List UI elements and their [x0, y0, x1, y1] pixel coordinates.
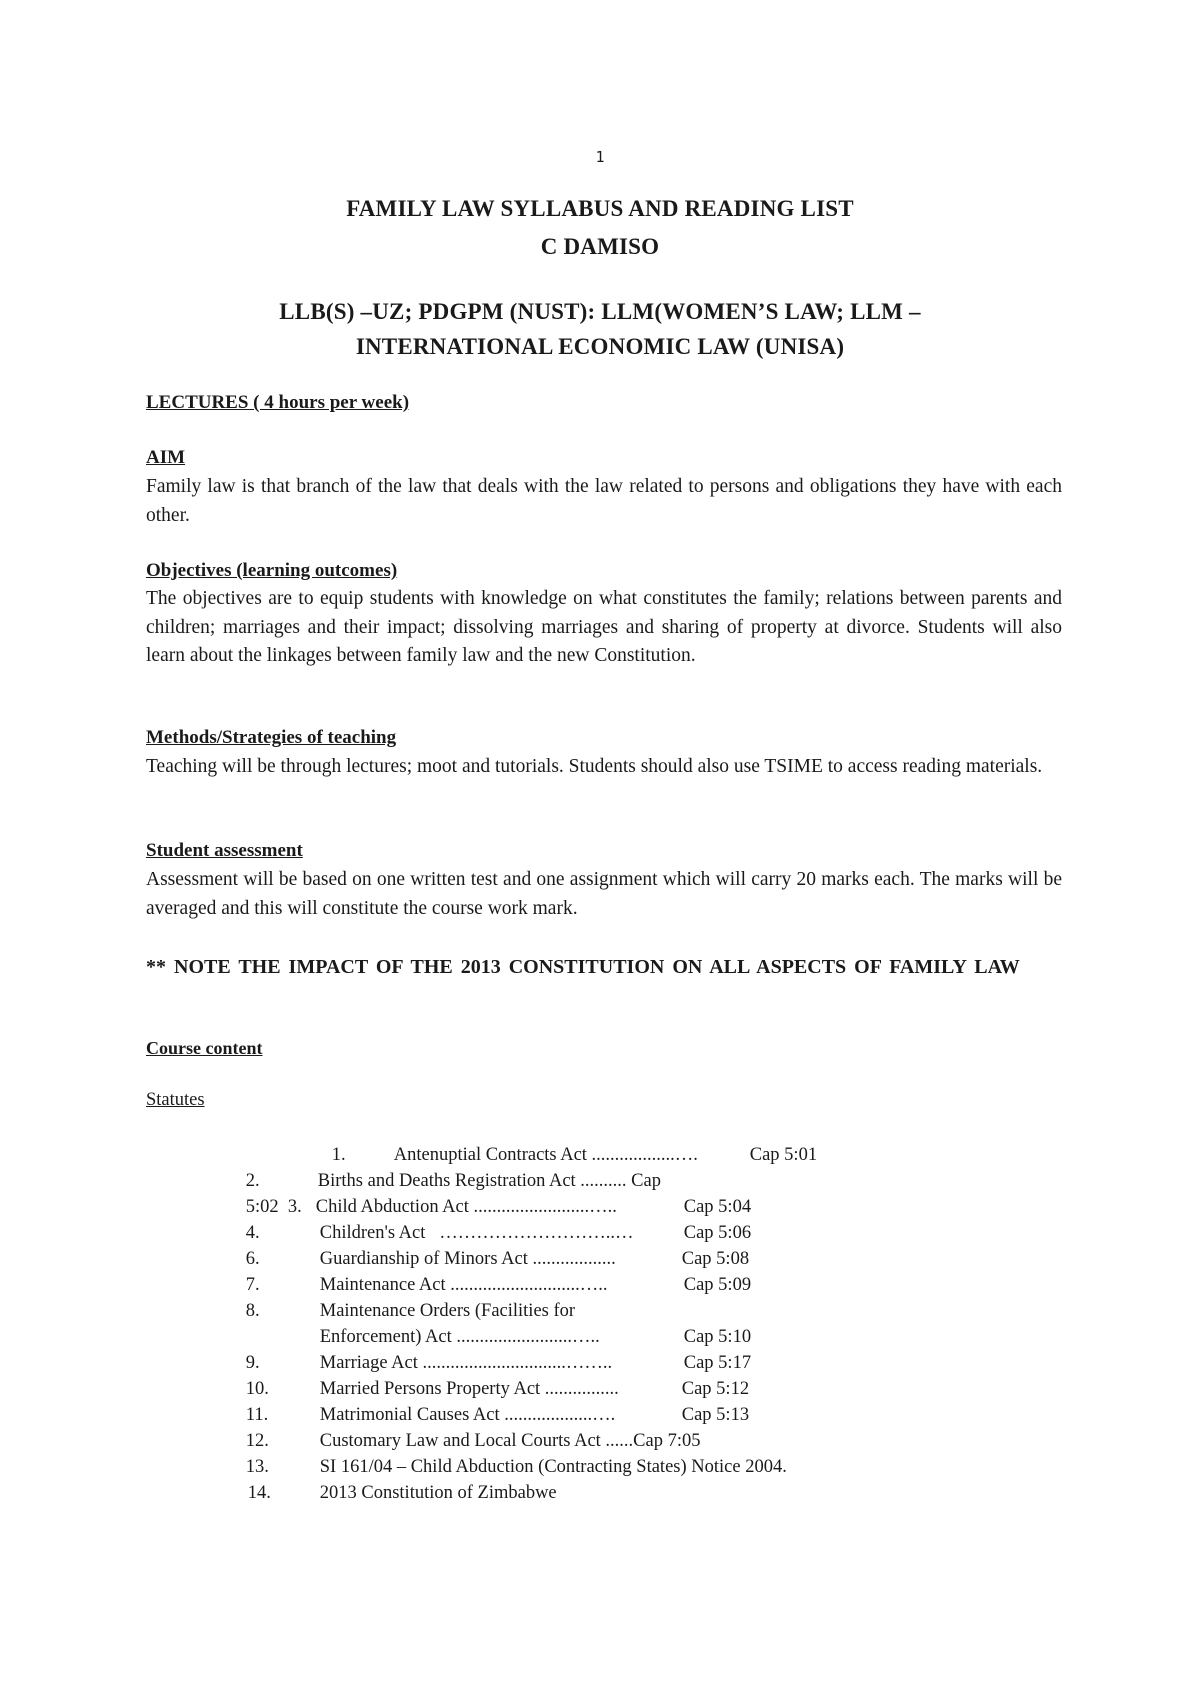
statute-name: Guardianship of Minors Act .................. — [319, 1249, 616, 1269]
statute-name: Child Abduction Act .........................….. — [315, 1197, 617, 1217]
statute-cap: Cap 5:01 — [749, 1145, 818, 1165]
statute-name: Children's Act ………………………..… — [319, 1223, 634, 1243]
aim-heading: AIM — [146, 447, 186, 468]
statute-cap: Cap 5:10 — [683, 1327, 752, 1347]
statute-cap: Cap 5:17 — [683, 1353, 752, 1373]
statute-number: 7. — [245, 1275, 260, 1295]
aim-text: Family law is that branch of the law that deals with the law related to persons and obligations they have with each other. — [146, 476, 1062, 526]
statute-cap: Cap 5:12 — [681, 1379, 750, 1399]
statute-name: Maintenance Act ............................….. — [319, 1275, 608, 1295]
statute-cap: Cap 5:09 — [683, 1275, 752, 1295]
statute-number: 5:02 3. — [245, 1197, 302, 1217]
statute-cap: Cap 5:08 — [681, 1249, 750, 1269]
objectives-text: The objectives are to equip students with knowledge on what constitutes the family; relations between parents and children; marriages and their impact; dissolving marriages and sharing of property at divorce. Students will also learn about the linkages between family law and the new Constitution. — [146, 588, 1062, 666]
statute-number: 13. — [245, 1457, 269, 1477]
statute-number: 12. — [245, 1431, 269, 1451]
statute-name: SI 161/04 – Child Abduction (Contracting States) Notice 2004. — [319, 1457, 787, 1477]
statute-name: Enforcement) Act .........................….. — [319, 1327, 600, 1347]
objectives-heading: Objectives (learning outcomes) — [146, 560, 398, 581]
statute-number: 4. — [245, 1223, 260, 1243]
statute-name: Matrimonial Causes Act ...................…. — [319, 1405, 616, 1425]
statute-name: Births and Deaths Registration Act .......... Cap — [317, 1171, 661, 1191]
author-name: C DAMISO — [540, 234, 660, 259]
document-title: FAMILY LAW SYLLABUS AND READING LIST — [346, 196, 854, 221]
statute-name: Marriage Act ...............................…….. — [319, 1353, 613, 1373]
constitution-note: ** NOTE THE IMPACT OF THE 2013 CONSTITUTION ON ALL ASPECTS OF FAMILY LAW — [146, 956, 1020, 978]
assessment-heading: Student assessment — [146, 840, 303, 861]
statute-number: 10. — [245, 1379, 269, 1399]
statute-cap: Cap 5:13 — [681, 1405, 750, 1425]
methods-text: Teaching will be through lectures; moot and tutorials. Students should also use TSIME to access reading materials. — [146, 756, 1043, 777]
page-number: 1 — [595, 148, 605, 166]
statutes-label: Statutes — [146, 1090, 205, 1110]
lectures-heading: LECTURES ( 4 hours per week) — [146, 392, 410, 413]
author-qualifications-line-2: INTERNATIONAL ECONOMIC LAW (UNISA) — [355, 334, 845, 359]
methods-heading: Methods/Strategies of teaching — [146, 727, 397, 748]
statute-name: Antenuptial Contracts Act ..................…. — [393, 1145, 698, 1165]
statute-number: 8. — [245, 1301, 260, 1321]
author-qualifications-line-1: LLB(S) –UZ; PDGPM (NUST): LLM(WOMEN’S LAW; LLM – — [279, 299, 921, 324]
statute-number: 14. — [247, 1483, 271, 1503]
statute-name: Maintenance Orders (Facilities for — [319, 1301, 576, 1321]
statute-name: 2013 Constitution of Zimbabwe — [319, 1483, 557, 1503]
statute-number: 2. — [245, 1171, 260, 1191]
statute-cap: Cap 5:04 — [683, 1197, 752, 1217]
statute-number: 11. — [245, 1405, 269, 1425]
statute-name: Customary Law and Local Courts Act ......Cap 7:05 — [319, 1431, 701, 1451]
statute-number: 1. — [331, 1145, 346, 1165]
statute-name: Married Persons Property Act ................ — [319, 1379, 619, 1399]
statute-line — [220, 1462, 557, 1525]
assessment-text: Assessment will be based on one written test and one assignment which will carry 20 marks each. The marks will be averaged and this will constitute the course work mark. — [146, 869, 1062, 919]
statute-number: 6. — [245, 1249, 260, 1269]
statute-cap: Cap 5:06 — [683, 1223, 752, 1243]
course-content-heading: Course content — [146, 1038, 263, 1058]
statute-number: 9. — [245, 1353, 260, 1373]
